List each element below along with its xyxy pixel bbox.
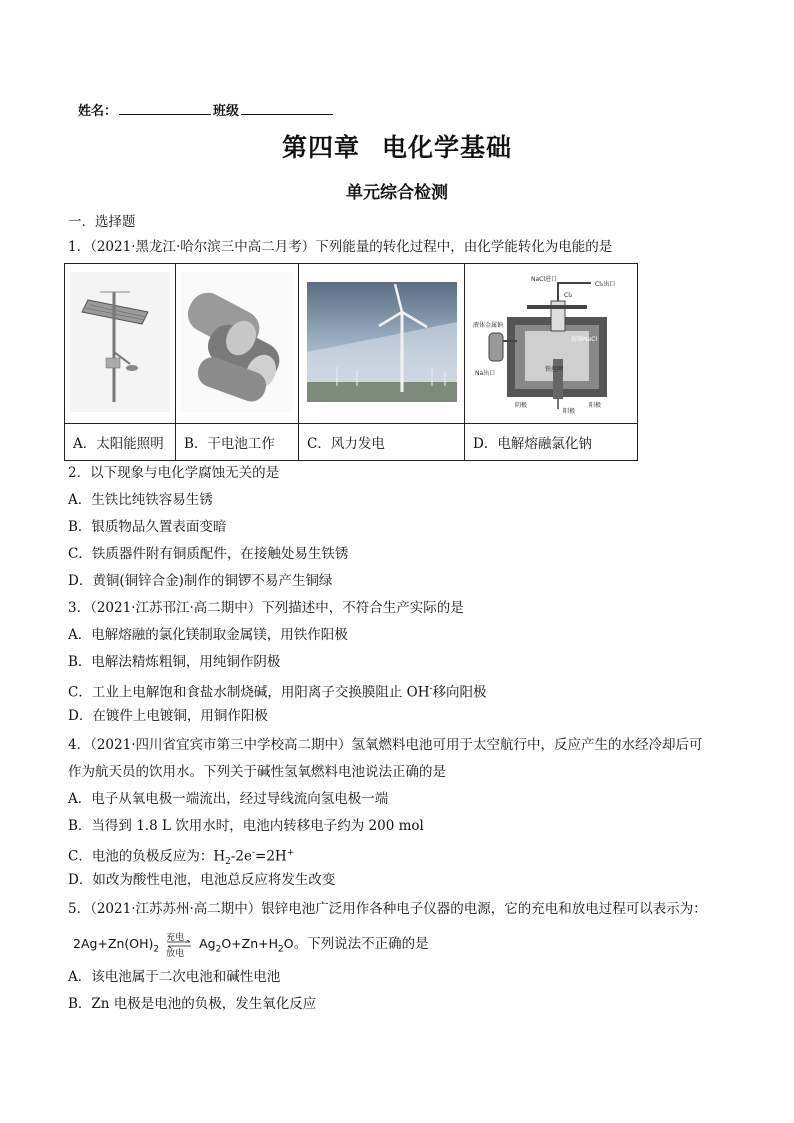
water-o: O	[283, 936, 294, 951]
label-na-out: Na出口	[475, 369, 496, 377]
section-heading: 一．选择题	[68, 214, 136, 230]
question-5-stem: 5．（2021·江苏苏州·高二期中）银锌电池广泛用作各种电子仪器的电源，它的充电和放电过程可以表示为：	[68, 901, 707, 917]
q5-option-b[interactable]: B．Zn 电极是电池的负极，发生氧化反应	[68, 996, 317, 1012]
q2-option-c[interactable]: C．铁质器件附有铜质配件，在接触处易生铁锈	[68, 546, 349, 562]
page-title	[0, 128, 794, 164]
q3-option-b[interactable]: B．电解法精炼粗铜，用纯铜作阴极	[68, 654, 281, 670]
label-molten-nacl: 熔融NaCl	[571, 335, 598, 343]
question-1-table	[64, 263, 638, 461]
question-2-stem: 2．以下现象与电化学腐蚀无关的是	[68, 465, 280, 481]
question-4-stem-line1: 4．（2021·四川省宜宾市第三中学校高二期中）氢氧燃料电池可用于太空航行中，反应产生的水经冷却后可	[68, 737, 703, 753]
name-label: 姓名：	[78, 104, 118, 119]
q4-option-b[interactable]: B．当得到 1.8 L 饮用水时，电池内转移电子约为 200 mol	[68, 818, 424, 834]
q3-option-c[interactable]	[68, 680, 487, 702]
oh-subscript: 2	[153, 944, 160, 955]
q1-option-d[interactable]: D．电解熔融氯化钠	[465, 424, 638, 461]
question-3-stem: 3．（2021·江苏邗江·高二期中）下列描述中，不符合生产实际的是	[68, 600, 464, 616]
q4-option-a[interactable]: A．电子从氧电极一端流出，经过导线流向氢电极一端	[68, 791, 389, 807]
q3-option-c-text: C．工业上电解饱和食盐水制烧碱，用阳离子交换膜阻止 OH	[68, 684, 430, 701]
q1-option-b[interactable]: B．干电池工作	[176, 424, 299, 461]
name-blank[interactable]	[119, 102, 211, 115]
q4-option-c[interactable]	[68, 844, 294, 871]
label-iron-mesh: 铁丝网	[545, 365, 564, 373]
discharge-label: 放电	[166, 948, 185, 959]
solar-light-image	[65, 264, 176, 424]
student-info-line	[78, 100, 335, 119]
q1-option-c[interactable]: C．风力发电	[299, 424, 465, 461]
label-cl2-out: Cl₂出口	[595, 280, 616, 288]
silver-zinc-equation	[73, 932, 429, 959]
q3-option-c-tail: 移向阳极	[432, 684, 487, 701]
ag-subscript: 2	[215, 944, 222, 955]
label-anode-bottom: 阳极	[563, 407, 576, 415]
q1-option-a[interactable]: A．太阳能照明	[65, 424, 176, 461]
question-4-stem-line2: 作为航天员的饮用水。下列关于碱性氢氧燃料电池说法正确的是	[68, 764, 446, 780]
page-subtitle: 单元综合检测	[346, 183, 448, 203]
class-label: 班级	[213, 104, 240, 119]
dry-battery-image	[176, 264, 299, 424]
label-nacl-in: NaCl进口	[531, 275, 558, 283]
equation-left: 2Ag+Zn(OH)	[73, 936, 154, 951]
q2-option-d[interactable]: D．黄铜(铜锌合金)制作的铜锣不易产生铜绿	[68, 573, 333, 589]
reversible-arrow	[166, 932, 192, 959]
h2-subscript: 2	[225, 857, 231, 868]
q4-option-d[interactable]: D．如改为酸性电池，电池总反应将发生改变	[68, 872, 336, 888]
electron-term: -2e	[230, 848, 252, 865]
label-liquid-sodium: 液体金属钠	[473, 321, 504, 329]
chapter-number: 第四章	[281, 133, 360, 162]
charge-label: 充电	[166, 932, 185, 943]
equation-right: =2H	[255, 848, 287, 865]
class-blank[interactable]	[241, 102, 333, 115]
wind-turbine-image	[299, 264, 465, 424]
electron-charge: -	[251, 848, 256, 858]
proton-charge: +	[286, 848, 295, 858]
ag2o-text: Ag	[199, 936, 216, 951]
electrolysis-cell-diagram	[465, 264, 638, 424]
label-cl2: Cl₂	[564, 291, 573, 299]
chapter-name: 电化学基础	[382, 133, 513, 162]
q4-option-c-text: C．电池的负极反应为：H	[68, 848, 226, 865]
q3-option-d[interactable]: D．在镀件上电镀铜，用铜作阳极	[68, 708, 268, 724]
q3-option-a[interactable]: A．电解熔融的氯化镁制取金属镁，用铁作阳极	[68, 627, 348, 643]
question-1-stem: 1．（2021·黑龙江·哈尔滨三中高二月考）下列能量的转化过程中，由化学能转化为电能的是	[68, 239, 613, 255]
hydroxide-charge: -	[429, 684, 433, 694]
label-anode: 阳极	[589, 401, 602, 409]
equation-right-middle: O+Zn+H	[221, 936, 278, 951]
h-subscript: 2	[278, 944, 284, 955]
q2-option-a[interactable]: A．生铁比纯铁容易生锈	[68, 492, 213, 508]
q5-option-a[interactable]: A．该电池属于二次电池和碱性电池	[68, 969, 281, 985]
q5-stem-tail: 。下列说法不正确的是	[293, 936, 429, 952]
q2-option-b[interactable]: B．银质物品久置表面变暗	[68, 519, 227, 535]
label-cathode: 阴极	[515, 401, 528, 409]
